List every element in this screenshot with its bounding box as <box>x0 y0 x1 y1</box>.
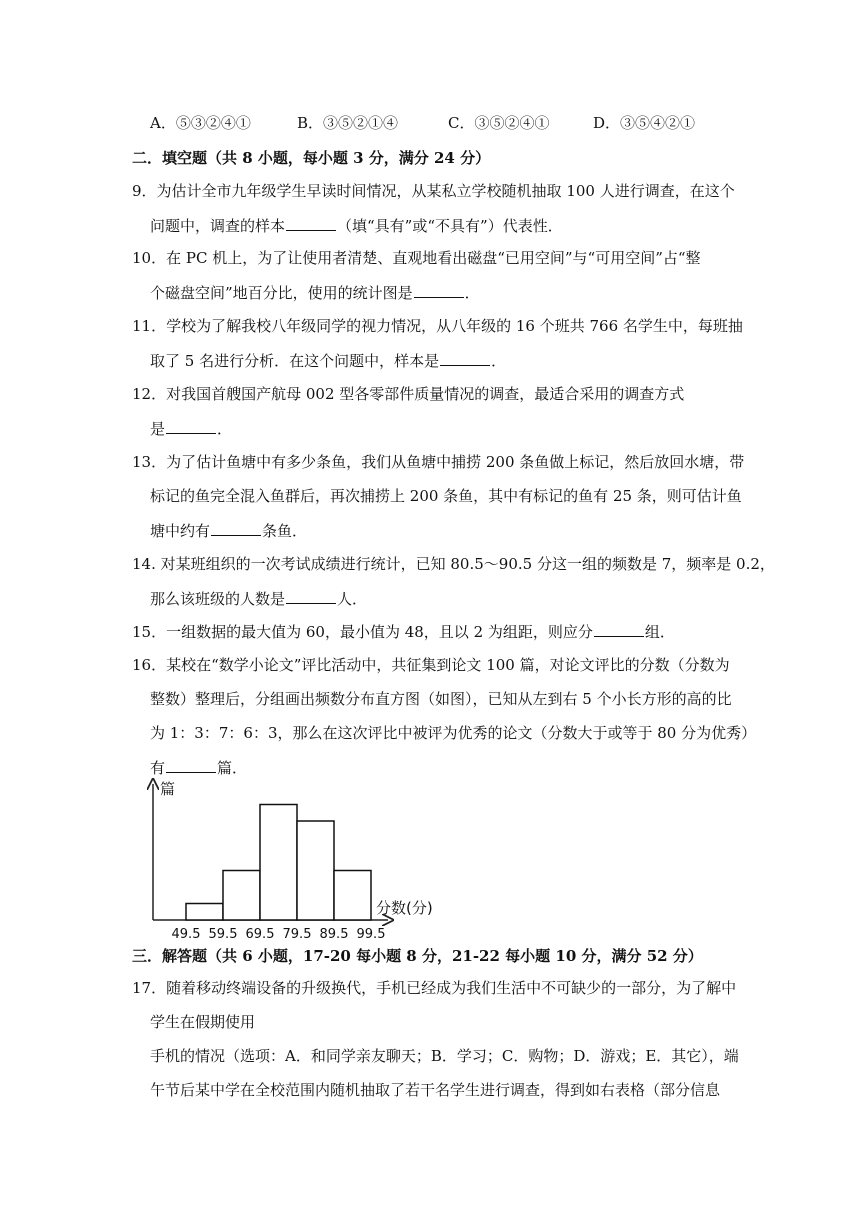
q11-text-b: ． <box>491 352 507 370</box>
q16-line2: 整数）整理后，分组画出频数分布直方图（如图），已知从左到右 5 个小长方形的高的比 <box>150 690 732 708</box>
q14-text-a: 那么该班级的人数是 <box>150 590 286 608</box>
q11-line2 <box>150 350 506 371</box>
q10-text-a: 个磁盘空间”地百分比，使用的统计图是 <box>150 284 413 302</box>
q10-answer-blank <box>414 282 464 298</box>
q13-text-b: 条鱼． <box>262 522 308 540</box>
y-axis-label: 篇 <box>160 780 176 798</box>
q16-line1: 16．某校在“数学小论文”评比活动中，共征集到论文 100 篇，对论文评比的分数（分数为 <box>132 656 730 674</box>
q13-line2: 标记的鱼完全混入鱼群后，再次捕捞上 200 条鱼，其中有标记的鱼有 25 条，则可估计鱼 <box>150 487 742 505</box>
q12-line2 <box>150 418 232 439</box>
q12-text-b: ． <box>217 420 233 438</box>
q17-line2: 学生在假期使用 <box>150 1013 256 1031</box>
option-c: C．③⑤②④① <box>448 114 550 132</box>
q13-answer-blank <box>211 520 261 536</box>
q10-text-b: ． <box>464 284 480 302</box>
q13-line1: 13．为了估计鱼塘中有多少条鱼，我们从鱼塘中捕捞 200 条鱼做上标记，然后放回水塘，带 <box>132 453 745 471</box>
q15-text-b: 组． <box>644 623 675 641</box>
q9-text-b: （填“具有”或“不具有”）代表性． <box>337 217 563 235</box>
x-axis-label: 分数(分) <box>376 899 433 917</box>
x-tick-label: 99.5 <box>356 927 386 942</box>
histogram-bar-2 <box>223 871 260 921</box>
q16-answer-blank <box>166 757 216 773</box>
q12-line1: 12．对我国首艘国产航母 002 型各零部件质量情况的调查，最适合采用的调查方式 <box>132 385 685 403</box>
q14-answer-blank <box>286 588 336 604</box>
q15-text-a: 15．一组数据的最大值为 60，最小值为 48，且以 2 为组距，则应分 <box>132 623 593 641</box>
histogram-bar-4 <box>297 821 334 920</box>
q9-line1: 9．为估计全市九年级学生早读时间情况，从某私立学校随机抽取 100 人进行调查，在这个 <box>132 182 735 200</box>
q10-line2 <box>150 282 480 303</box>
x-tick-label: 89.5 <box>319 927 349 942</box>
q16-line3: 为 1：3：7：6：3，那么在这次评比中被评为优秀的论文（分数大于或等于 80 分为优秀） <box>150 724 757 742</box>
section3-header: 三．解答题（共 6 小题，17-20 每小题 8 分，21-22 每小题 10 分，满分 52 分） <box>132 947 703 965</box>
q16-text-b: 篇． <box>217 759 248 777</box>
x-tick-label: 79.5 <box>282 927 312 942</box>
q9-text-a: 问题中，调查的样本 <box>150 217 286 235</box>
q11-line1: 11．学校为了解我校八年级同学的视力情况，从八年级的 16 个班共 766 名学生中，每班抽 <box>132 317 743 335</box>
q13-text-a: 塘中约有 <box>150 522 211 540</box>
q10-line1: 10．在 PC 机上，为了让使用者清楚、直观地看出磁盘“已用空间”与“可用空间”占“整 <box>132 249 701 267</box>
section2-header: 二．填空题（共 8 小题，每小题 3 分，满分 24 分） <box>132 149 491 167</box>
option-a: A．⑤③②④① <box>150 114 251 132</box>
q16-line4 <box>150 757 247 778</box>
q15-answer-blank <box>594 621 644 637</box>
x-tick-label: 69.5 <box>245 927 275 942</box>
q14-line1: 14. 对某班组织的一次考试成绩进行统计，已知 80.5～90.5 分这一组的频数是 7，频率是 0.2， <box>132 555 775 573</box>
option-b: B．③⑤②①④ <box>297 114 399 132</box>
q17-line4: 午节后某中学在全校范围内随机抽取了若干名学生进行调查，得到如右表格（部分信息 <box>150 1081 721 1099</box>
q9-line2 <box>150 215 563 236</box>
histogram-chart <box>140 776 440 944</box>
q14-line2 <box>150 588 367 609</box>
option-d: D．③⑤④②① <box>593 114 696 132</box>
q12-text-a: 是 <box>150 420 166 438</box>
q17-line1: 17．随着移动终端设备的升级换代，手机已经成为我们生活中不可缺少的一部分，为了解中 <box>132 979 737 997</box>
x-tick-label: 49.5 <box>171 927 201 942</box>
histogram-bar-1 <box>186 904 223 921</box>
q9-answer-blank <box>286 215 336 231</box>
histogram-bar-5 <box>334 871 371 921</box>
q14-text-b: 人． <box>337 590 368 608</box>
q15-line1 <box>132 621 675 642</box>
q12-answer-blank <box>166 418 216 434</box>
q16-text-a: 有 <box>150 759 166 777</box>
q17-line3: 手机的情况（选项：A．和同学亲友聊天；B．学习；C．购物；D．游戏；E．其它），端 <box>150 1047 739 1065</box>
q11-text-a: 取了 5 名进行分析．在这个问题中，样本是 <box>150 352 440 370</box>
q11-answer-blank <box>440 350 490 366</box>
histogram-bar-3 <box>260 805 297 921</box>
x-tick-label: 59.5 <box>208 927 238 942</box>
q13-line3 <box>150 520 307 541</box>
